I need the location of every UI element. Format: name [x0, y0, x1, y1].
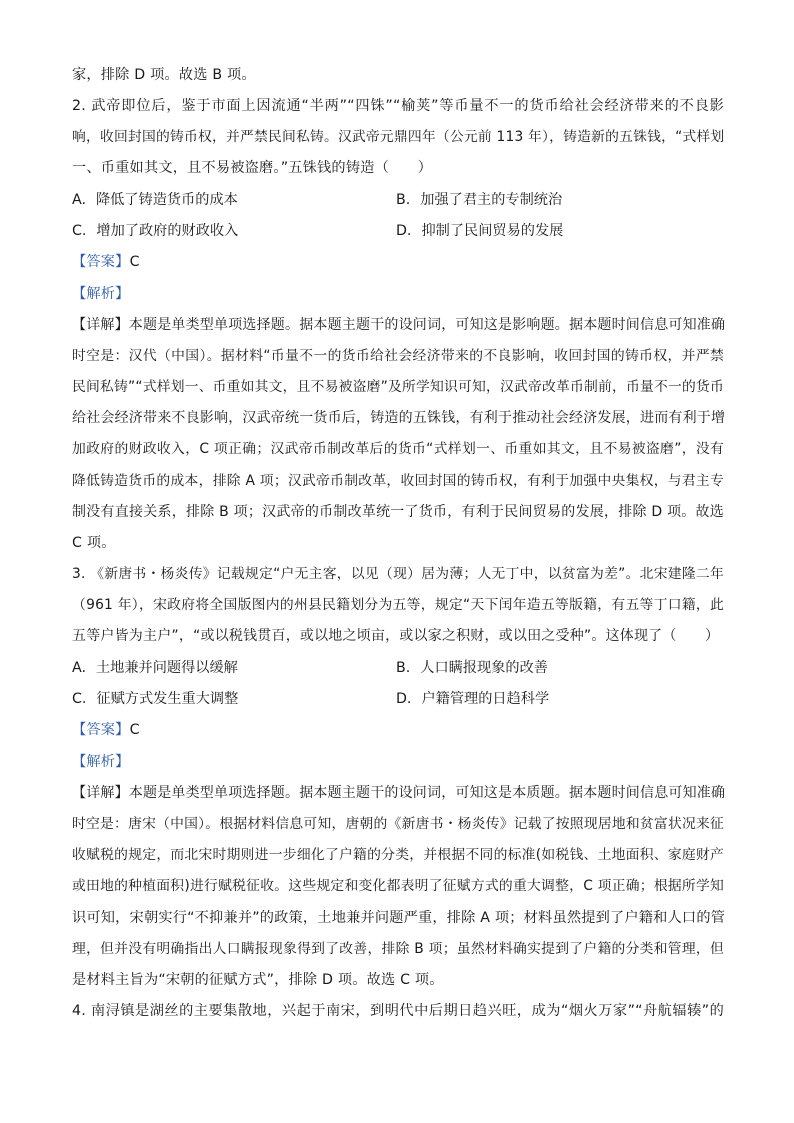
q3-option-b: [396, 653, 548, 684]
q3-option-b-text: 人口瞒报现象的改善: [420, 660, 548, 676]
q2-option-c: [72, 216, 238, 247]
q3-option-d: [396, 684, 549, 715]
q3-option-c-key: C.: [72, 691, 87, 707]
q3-detail-line-4: 或田地的种植面积)进行赋税征收。这些规定和变化都表明了征赋方式的重大调整，C 项正确；根据所学知: [72, 878, 724, 894]
q2-analysis-tag: 【解析】: [72, 286, 130, 302]
q1-tail-line: 家，排除 D 项。故选 B 项。: [72, 67, 256, 83]
q2-detail-line-5: 加政府的财政收入，C 项正确；汉武帝币制改革后的货币“式样划一、币重如其文，且不易被盗磨”，没有: [72, 441, 724, 457]
q2-detail-line-1: 【详解】本题是单类型单项选择题。据本题主题干的设问词，可知这是影响题。据本题时间信息可知准确: [72, 317, 726, 333]
q2-answer-tag: 【答案】: [72, 254, 130, 270]
q2-detail-line-7: 制没有直接关系，排除 B 项；汉武帝的币制改革统一了货币，有利于民间贸易的发展，排除 D 项。故选: [72, 504, 724, 520]
q3-option-d-text: 户籍管理的日趋科学: [421, 691, 550, 707]
q3-analysis-tag: 【解析】: [72, 754, 130, 770]
q2-stem-line-3: 一、币重如其文，且不易被盗磨。”五铢钱的铸造（ ）: [72, 160, 433, 176]
q3-answer-line: [72, 715, 724, 746]
q2-detail-line-3: 民间私铸”“式样划一、币重如其文，且不易被盗磨”及所学知识可知，汉武帝改革币制前，币量不一的货币: [72, 379, 724, 395]
q3-option-a-text: 土地兼并问题得以缓解: [95, 660, 238, 676]
q2-stem-line-1: 2. 武帝即位后，鉴于市面上因流通“半两”“四铢”“榆荚”等币量不一的货币给社会经济带来的不良影: [72, 98, 724, 114]
q3-option-d-key: D.: [396, 691, 412, 707]
q3-option-b-key: B.: [396, 660, 411, 676]
q2-option-c-text: 增加了政府的财政收入: [96, 223, 239, 239]
q3-stem-line-1: 3. 《新唐书・杨炎传》记载规定“户无主客，以见（现）居为薄；人无丁中，以贫富为差”。北宋建隆二年: [72, 566, 724, 582]
q2-option-a: [72, 185, 238, 216]
q2-answer-line: [72, 247, 724, 278]
q3-option-a: [72, 653, 238, 684]
q3-detail-line-2: 时空是：唐宋（中国）。根据材料信息可知，唐朝的《新唐书・杨炎传》记载了按照现居地和贫富状况来征: [72, 816, 724, 832]
q3-detail-line-3: 收赋税的规定，而北宋时期则进一步细化了户籍的分类，并根据不同的标准(如税钱、土地面积、家庭财产: [72, 847, 724, 863]
q2-option-d: [396, 216, 563, 247]
q3-detail-line-1: 【详解】本题是单类型单项选择题。据本题主题干的设问词，可知这是本质题。据本题时间信息可知准确: [72, 785, 726, 801]
q2-option-c-key: C.: [72, 223, 87, 239]
q2-option-d-text: 抑制了民间贸易的发展: [421, 223, 564, 239]
q3-option-a-key: A.: [72, 660, 86, 676]
q2-detail-line-4: 给社会经济带来不良影响，汉武帝统一货币后，铸造的五铢钱，有利于推动社会经济发展，进而有利于增: [72, 410, 726, 426]
q3-option-c-text: 征赋方式发生重大调整: [96, 691, 239, 707]
q2-stem-line-2: 响，收回封国的铸币权，并严禁民间私铸。汉武帝元鼎四年（公元前 113 年），铸造新的五铢钱，“式样划: [72, 129, 725, 145]
q2-option-a-key: A.: [72, 192, 86, 208]
q4-stem-line-1: 4. 南浔镇是湖丝的主要集散地，兴起于南宋，到明代中后期日趋兴旺，成为“烟火万家”“舟航辐辏”的: [72, 1003, 724, 1019]
q3-answer: C: [129, 722, 140, 738]
q2-answer: C: [129, 254, 140, 270]
q3-detail-line-6: 理，但并没有明确指出人口瞒报现象得到了改善，排除 B 项；虽然材料确实提到了户籍的分类和管理，但: [72, 941, 724, 957]
q2-detail-line-8: C 项。: [72, 535, 116, 551]
q3-detail-line-7: 是材料主旨为“宋朝的征赋方式”，排除 D 项。故选 C 项。: [72, 972, 444, 988]
q2-option-a-text: 降低了铸造货币的成本: [95, 192, 238, 208]
q2-option-d-key: D.: [396, 223, 412, 239]
q2-detail-line-6: 降低铸造货币的成本，排除 A 项；汉武帝币制改革，收回封国的铸币权，有利于加强中央集权，与君主专: [72, 473, 724, 489]
q3-detail-line-5: 识可知，宋朝实行“不抑兼并”的政策，土地兼并问题严重，排除 A 项；材料虽然提到了户籍和人口的管: [72, 910, 726, 926]
q2-detail-line-2: 时空是：汉代（中国）。据材料“币量不一的货币给社会经济带来的不良影响，收回封国的铸币权，并严禁: [72, 348, 724, 364]
q3-stem-line-2: （961 年），宋政府将全国版图内的州县民籍划分为五等，规定“天下闰年造五等版籍，有五等丁口籍，此: [72, 597, 724, 613]
q2-option-b: [396, 185, 562, 216]
q2-option-b-key: B.: [396, 192, 411, 208]
q3-stem-line-3: 五等户皆为主户”，“或以税钱贯百，或以地之顷亩，或以家之积财，或以田之受种”。这体现了（ ）: [72, 628, 720, 644]
q2-option-b-text: 加强了君主的专制统治: [420, 192, 563, 208]
q3-answer-tag: 【答案】: [72, 722, 130, 738]
q3-option-c: [72, 684, 238, 715]
